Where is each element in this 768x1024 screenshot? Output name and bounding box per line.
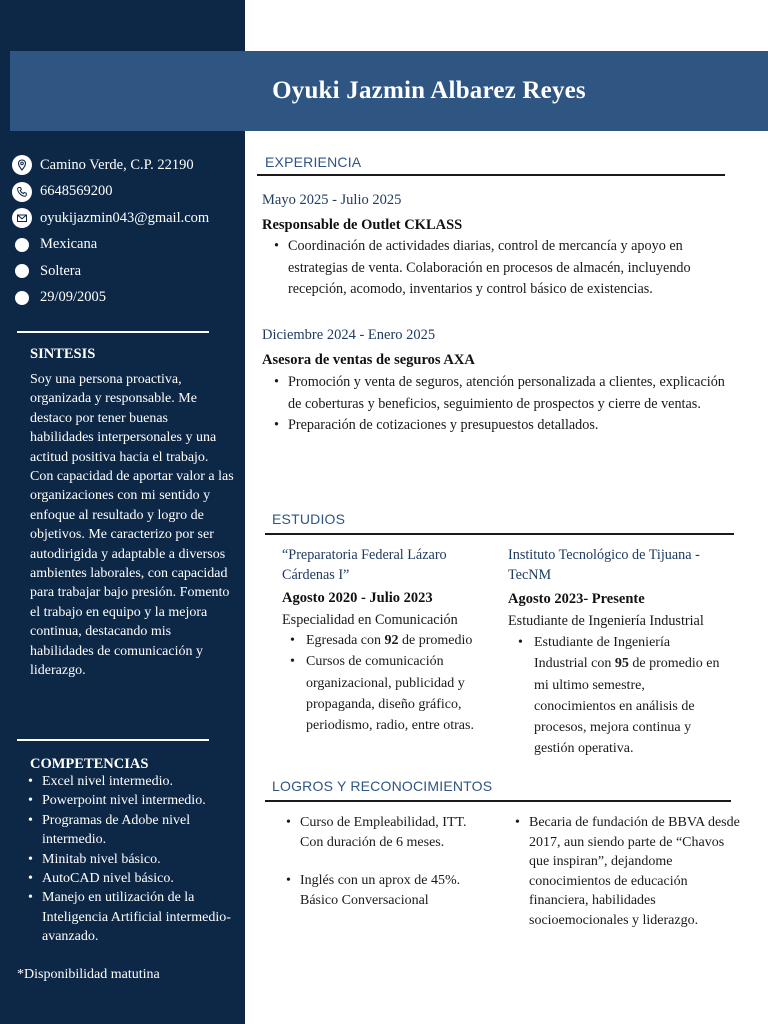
bullet-dot-icon bbox=[15, 238, 29, 252]
list-item: • Manejo en utilización de la Inteligencia Artificial intermedio-avanzado. bbox=[28, 888, 243, 946]
school-name: Instituto Tecnológico de Tijuana - TecNM bbox=[508, 547, 700, 583]
logros-right-list bbox=[515, 813, 740, 930]
sidebar-divider bbox=[17, 739, 209, 741]
phone-icon bbox=[12, 182, 32, 202]
school-dates: Agosto 2020 - Julio 2023 bbox=[282, 590, 433, 606]
job-bullets bbox=[272, 372, 732, 437]
list-item: • Powerpoint nivel intermedio. bbox=[28, 791, 243, 810]
section-divider bbox=[257, 174, 725, 176]
competencias-heading: COMPETENCIAS bbox=[30, 756, 149, 772]
bullet-dot-icon bbox=[15, 264, 29, 278]
job-bullets bbox=[272, 236, 732, 301]
list-item: • Programas de Adobe nivel intermedio. bbox=[28, 811, 243, 850]
estudios-heading: ESTUDIOS bbox=[272, 511, 346, 527]
name-banner bbox=[10, 51, 768, 131]
contact-email: oyukijazmin043@gmail.com bbox=[12, 205, 240, 232]
list-item: • Estudiante de Ingeniería Industrial con 95 de promedio en mi ultimo semestre, conocimientos en análisis de procesos, mejora continua y gestión operativa. bbox=[510, 632, 720, 760]
list-item: • Minitab nivel básico. bbox=[28, 850, 243, 869]
experiencia-heading: EXPERIENCIA bbox=[265, 154, 362, 170]
job-dates: Mayo 2025 - Julio 2025 bbox=[262, 192, 402, 208]
section-divider bbox=[265, 800, 731, 802]
job-role: Asesora de ventas de seguros AXA bbox=[262, 352, 475, 368]
logros-heading: LOGROS Y RECONOCIMIENTOS bbox=[272, 778, 493, 794]
job-role: Responsable de Outlet CKLASS bbox=[262, 217, 463, 233]
school-specialty: Estudiante de Ingeniería Industrial bbox=[508, 613, 704, 629]
sintesis-heading: SINTESIS bbox=[30, 346, 96, 362]
list-item: • Coordinación de actividades diarias, control de mercancía y apoyo en estrategias de venta. Colaboración en procesos de almacén, incluyendo recepción, acomodo, inventarios y control básico de existencias. bbox=[272, 236, 732, 301]
list-item: • Inglés con un aprox de 45%. Básico Conversacional bbox=[286, 871, 486, 910]
list-item: • Curso de Empleabilidad, ITT. Con duración de 6 meses. bbox=[286, 813, 486, 852]
list-item: • Egresada con 92 de promedio bbox=[282, 630, 492, 651]
list-item: • Cursos de comunicación organizacional, publicidad y propaganda, diseño gráfico, periodismo, radio, entre otras. bbox=[282, 651, 492, 736]
job-dates: Diciembre 2024 - Enero 2025 bbox=[262, 327, 436, 343]
list-item: • Excel nivel intermedio. bbox=[28, 772, 243, 791]
contact-block bbox=[12, 152, 240, 311]
school-dates: Agosto 2023- Presente bbox=[508, 591, 645, 607]
list-item: • Promoción y venta de seguros, atención personalizada a clientes, explicación de coberturas y beneficios, seguimiento de prospectos y cierre de ventas. bbox=[272, 372, 732, 415]
location-pin-icon bbox=[12, 155, 32, 175]
envelope-icon bbox=[12, 208, 32, 228]
contact-nationality: Mexicana bbox=[12, 232, 240, 259]
contact-address: Camino Verde, C.P. 22190 bbox=[12, 152, 240, 179]
bullet-dot-icon bbox=[15, 291, 29, 305]
competencias-list bbox=[28, 772, 243, 947]
school-specialty: Especialidad en Comunicación bbox=[282, 612, 458, 628]
contact-status: Soltera bbox=[12, 258, 240, 285]
candidate-name: Oyuki Jazmin Albarez Reyes bbox=[272, 77, 586, 104]
school-name: “Preparatoria Federal Lázaro Cárdenas I” bbox=[282, 547, 447, 583]
contact-phone: 6648569200 bbox=[12, 179, 240, 206]
disponibilidad-note: *Disponibilidad matutina bbox=[17, 967, 160, 982]
contact-birthdate: 29/09/2005 bbox=[12, 285, 240, 312]
list-item: • Preparación de cotizaciones y presupuestos detallados. bbox=[272, 415, 732, 437]
school-bullets bbox=[510, 632, 720, 760]
sidebar-divider bbox=[17, 331, 209, 333]
section-divider bbox=[265, 533, 734, 535]
list-item: • Becaria de fundación de BBVA desde 2017, aun siendo parte de “Chavos que inspiran”, dejandome conocimientos de educación financiera, habilidades socioemocionales y liderazgo. bbox=[515, 813, 740, 930]
sintesis-text: Soy una persona proactiva, organizada y responsable. Me destaco por tener buenas habilidades interpersonales y una actitud positiva hacia el trabajo. Con capacidad de aportar valor a las organizaciones con mi sentido y enfoque al resultado y logro de objetivos. Me caracterizo por ser autodirigida y adaptable a diversos ambientes laborales, con capacidad para trabajar bajo presión. Fomento el trabajo en equipo y la mejora continua, destacando mis habilidades de comunicación y liderazgo. bbox=[30, 372, 234, 679]
list-item: • AutoCAD nivel básico. bbox=[28, 869, 243, 888]
logros-left-list bbox=[286, 813, 486, 910]
school-bullets bbox=[282, 630, 492, 736]
